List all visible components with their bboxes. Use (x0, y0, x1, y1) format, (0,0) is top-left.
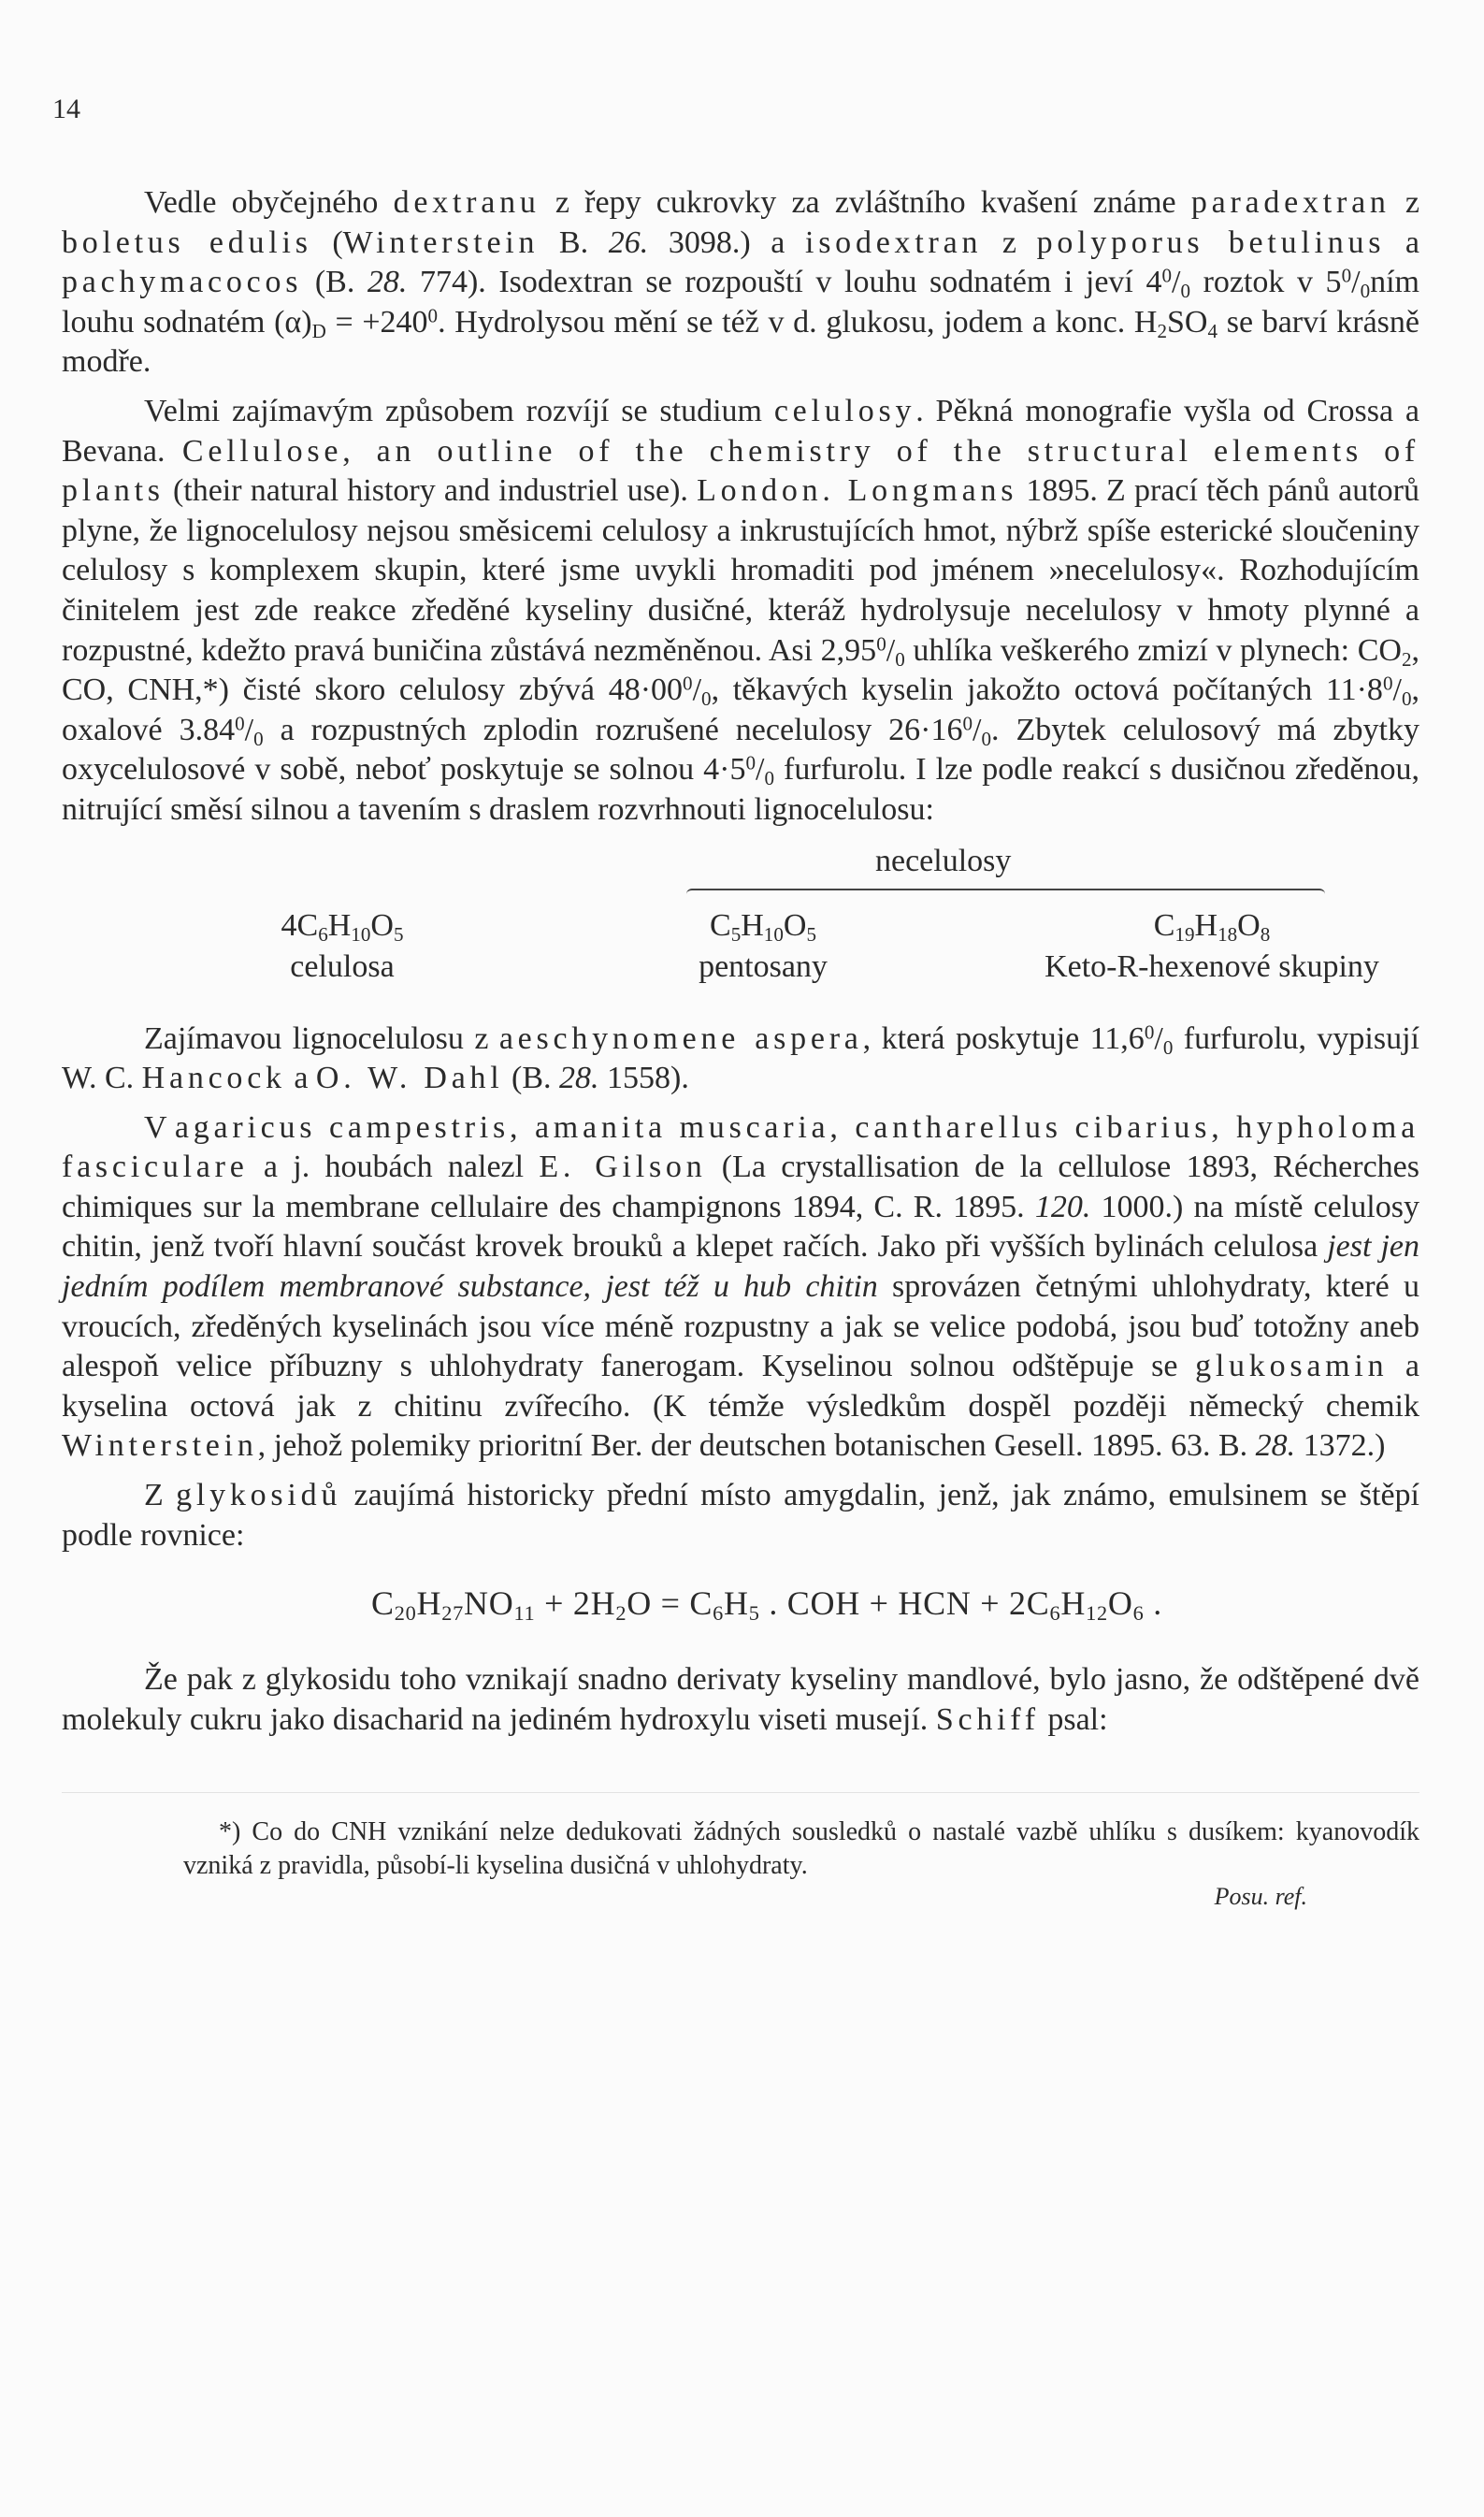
scheme-name: Keto-R-hexenové skupiny (1045, 948, 1379, 984)
scheme-column-keto (987, 905, 1436, 988)
footnote-signature: Posu. ref. (1214, 1883, 1307, 1911)
scheme-brace (686, 889, 1325, 902)
scheme-column-pentosany (623, 905, 903, 988)
scheme-column-celulosa (221, 905, 464, 988)
amygdalin-equation: $C_{20}H_{27}NO_{11} + 2H_2O = C_6H_5$ . COH + HCN + $2C_6H_{12}O_6$ . (371, 1584, 1162, 1626)
footnote: *) Co do CNH vznikání nelze dedukovati žádných sousledků o nastalé vazbě uhlíku s dusíkem: kyanovodík vzniká z pravidla, působí-li kyselina dusičná v uhlohydraty. (183, 1817, 1419, 1881)
paragraph-group-end (62, 1660, 1419, 1740)
scheme-formula: $C_5H_{10}O_5$ (710, 907, 816, 946)
page-number: 14 (52, 94, 80, 124)
scheme-formula: $4C_6H_{10}O_5$ (281, 907, 404, 946)
page-body (62, 183, 1419, 1911)
footnote-divider (62, 1792, 1419, 1793)
scheme-name: celulosa (290, 948, 395, 984)
scheme-name: pentosany (699, 948, 828, 984)
paragraph-after-scheme-1: Zajímavou lignocelulosu z aeschynomene aspera, která poskytuje $11,6^0/_0$ furfurolu, vypisují W. C. Hancock a O. W. Dahl (B. 28. 1558). (62, 1020, 1419, 1096)
paragraph-group-middle (62, 1020, 1419, 1556)
paragraph-2: Velmi zajímavým způsobem rozvíjí se studium celulosy. Pěkná monografie vyšla od Crossa a Bevana. Cellulose, an outline of the chemistry of the structural elements of plants (their natural history and industriel use). London. Longmans 1895. Z prací těch pánů autorů plyne, že lignocelulosy nejsou směsicemi celulosy a inkrustujících hmot, nýbrž spíše esterické sloučeniny celulosy s komplexem skupin, které jsme uvykli hromaditi pod jménem »necelulosy«. Rozhodujícím činitelem jest zde reakce zředěné kyseliny dusičné, kteráž hydrolysuje necelulosy v hmoty plynné a rozpustné, kdežto pravá buničina zůstává nezměněnou. Asi $2,95^0/_0$ uhlíka veškerého zmizí v plynech: $CO_2$, CO, CNH,*) čisté skoro celulosy zbývá $48\cdot 00^0/_0$, těkavých kyselin jakožto octová počítaných $11\cdot 8^0/_0$, oxalové $3.84^0/_0$ a rozpustných zplodin rozrušené necelulosy $26\cdot 16^0/_0$. Zbytek celulosový má zbytky oxycelulosové v sobě, neboť poskytuje se solnou $4\cdot 5^0/_0$ furfurolu. I lze podle reakcí s dusičnou zředěnou, nitrující směsí silnou a tavením s draslem rozvrhnouti lignocelulosu: (62, 393, 1420, 827)
paragraph-1: Vedle obyčejného dextranu z řepy cukrovky za zvláštního kvašení známe paradextran z boletus edulis (Winterstein B. 26. 3098.) a isodextran z polyporus betulinus a pachymacocos (B. 28. 774). Isodextran se rozpouští v louhu sodnatém i jeví $4^0/_0$ roztok v $5^0/_0ním$ louhu sodnatém $(\alpha)_D = +240^0$. Hydrolysou mění se též v d. glukosu, jodem a konc. $H_2SO_4$ se barví krásně modře. (62, 185, 1420, 380)
paragraph-after-scheme-2: V agaricus campestris, amanita muscaria, cantharellus cibarius, hypholoma fasciculare a j. houbách nalezl E. Gilson (La crystallisation de la cellulose 1893, Récherches chimiques sur la membrane cellulaire des champignons 1894, C. R. 1895. 120. 1000.) na místě celulosy chitin, jenž tvoří hlavní součást krovek brouků a klepet račích. Jako při vyšších bylinách celulosa jest jen jedním podílem membranové substance, jest též u hub chitin sprovázen četnými uhlohydraty, které u vroucích, zředěných kyselinách jsou více méně rozpustny a jak se velice podobá, jsou buď totožny aneb alespoň velice příbuzny s uhlohydraty fanerogam. Kyselinou solnou odštěpuje se glukosamin a kyselina octová jak z chitinu zvířecího. (K témže výsledkům dospěl později německý chemik Winterstein, jehož polemiky prioritní Ber. der deutschen botanischen Gesell. 1895. 63. B. 28. 1372.) (62, 1109, 1420, 1464)
paragraph-group-intro (62, 183, 1419, 831)
paragraph-after-equation-1: Že pak z glykosidu toho vznikají snadno derivaty kyseliny mandlové, bylo jasno, že odštěpené dvě molekuly cukru jako disacharid na jediném hydroxylu viseti musejí. Schiff psal: (62, 1662, 1419, 1737)
scheme-top-label: necelulosy (875, 843, 1012, 878)
paragraph-after-scheme-3: Z glykosidů zaujímá historicky přední místo amygdalin, jenž, jak známo, emulsinem se štěpí podle rovnice: (62, 1478, 1419, 1553)
lignocellulose-scheme (62, 844, 1419, 993)
scheme-formula: $C_{19}H_{18}O_8$ (1153, 907, 1271, 946)
